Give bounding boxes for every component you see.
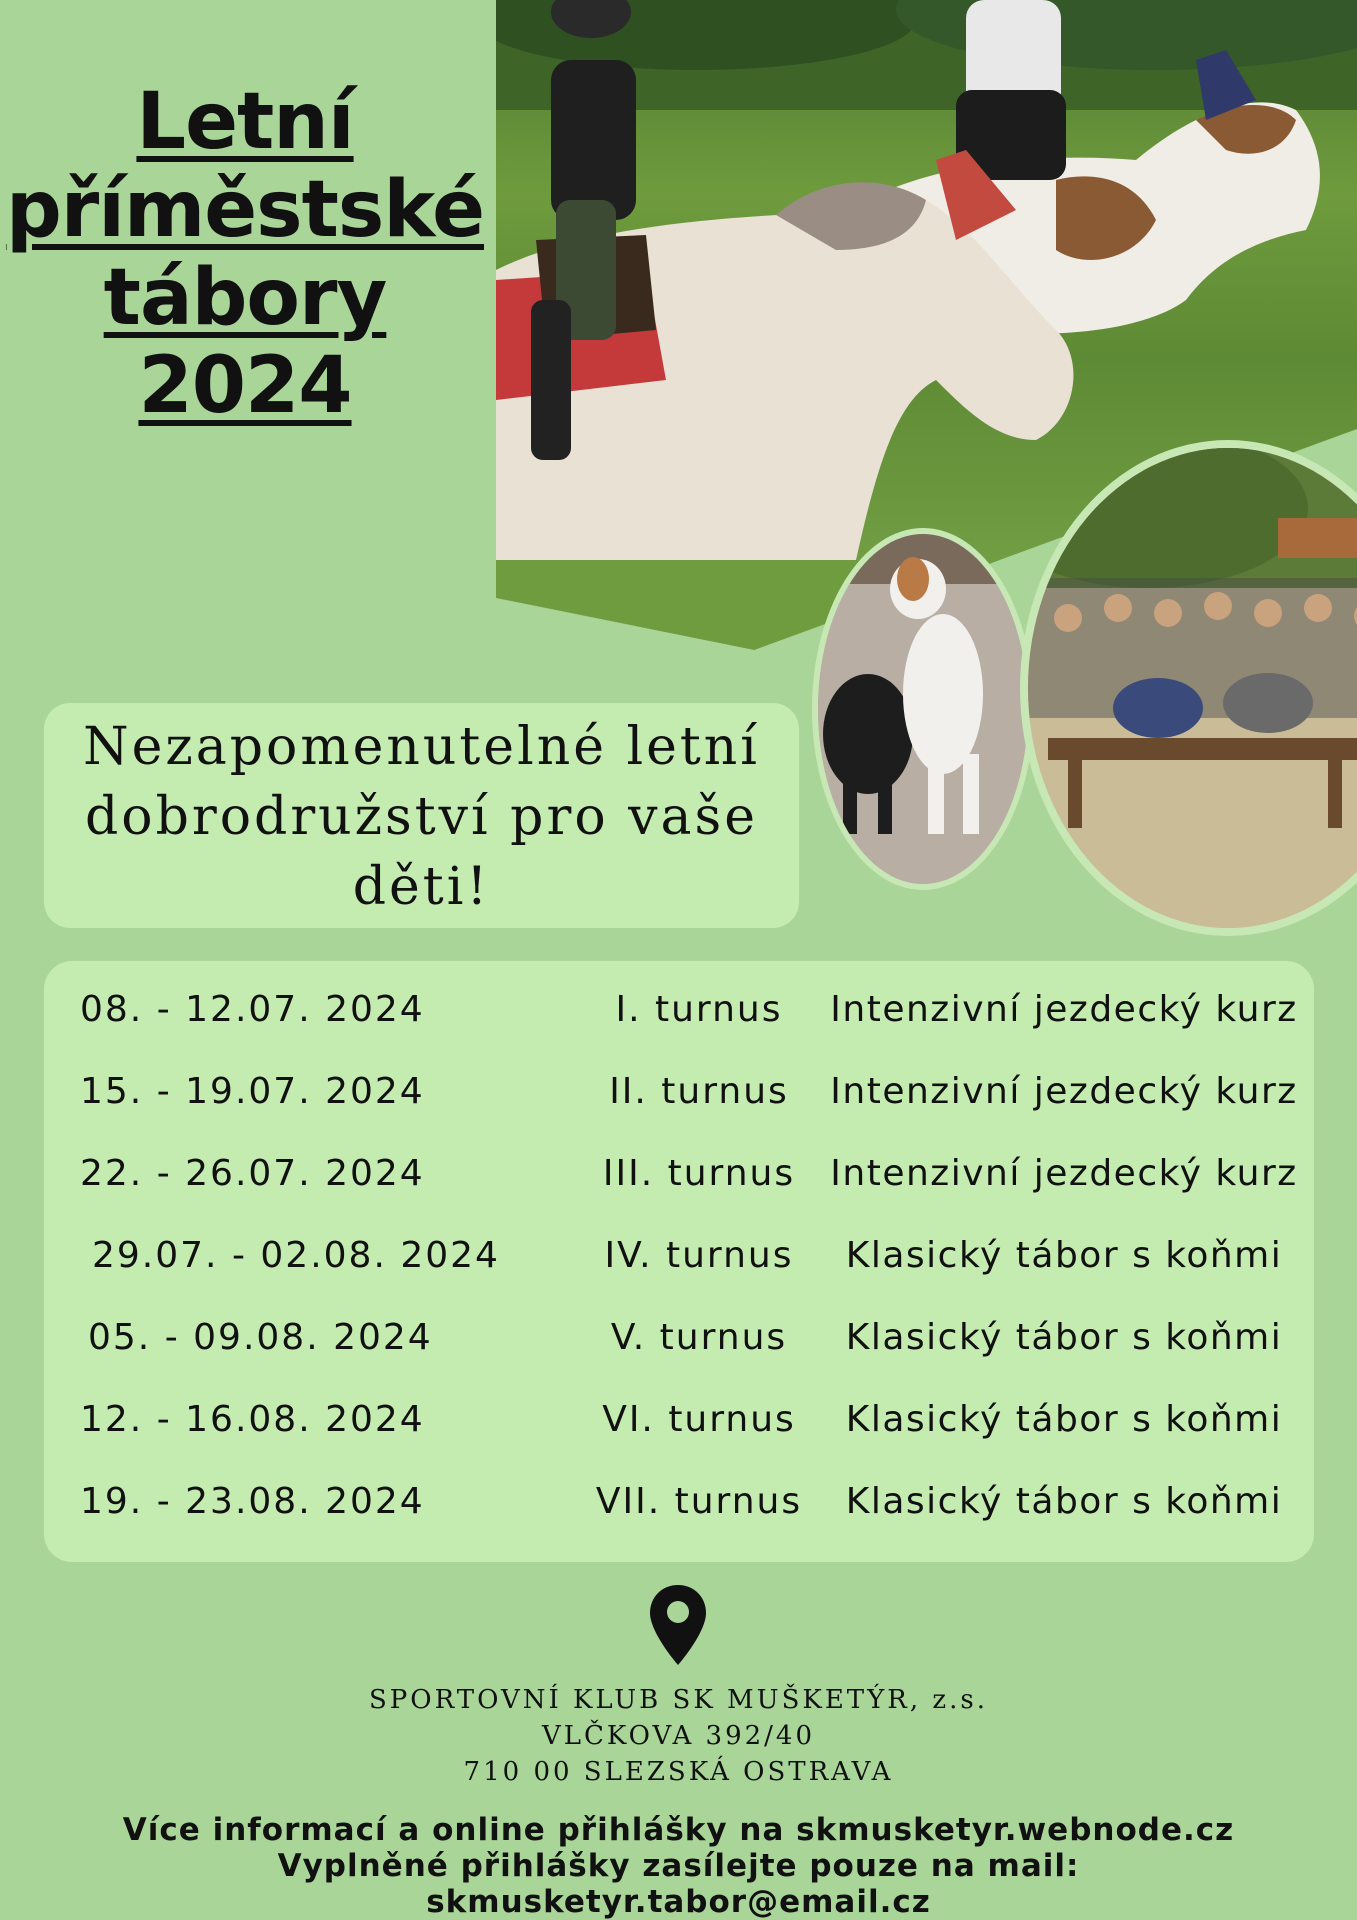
address-club: SPORTOVNÍ KLUB SK MUŠKETÝR, z.s. <box>369 1685 988 1715</box>
title-line-4: 2024 <box>138 341 352 431</box>
schedule-dates: 12. - 16.08. 2024 <box>80 1399 425 1440</box>
schedule-row <box>44 1399 1314 1459</box>
schedule-turnus: VI. turnus <box>602 1399 796 1440</box>
location-pin-icon <box>650 1585 706 1665</box>
info-email: skmusketyr.tabor@email.cz <box>426 1884 931 1920</box>
schedule-row <box>44 1071 1314 1131</box>
schedule-type: Klasický tábor s koňmi <box>845 1317 1283 1358</box>
schedule-row <box>44 1153 1314 1213</box>
tagline-line-2: dobrodružství pro vaše <box>84 787 758 847</box>
dog-and-pig-photo <box>812 528 1034 890</box>
tagline-line-1: Nezapomenutelné letní <box>83 717 760 777</box>
tagline <box>44 712 799 922</box>
schedule-type: Klasický tábor s koňmi <box>845 1235 1283 1276</box>
title-line-1: Letní <box>136 77 354 167</box>
schedule-type: Klasický tábor s koňmi <box>845 1399 1283 1440</box>
address-city: 710 00 SLEZSKÁ OSTRAVA <box>463 1757 894 1787</box>
schedule-dates: 05. - 09.08. 2024 <box>88 1317 433 1358</box>
schedule-turnus: III. turnus <box>602 1153 796 1194</box>
schedule-dates: 29.07. - 02.08. 2024 <box>92 1235 500 1276</box>
page-title <box>0 78 490 430</box>
schedule-turnus: I. turnus <box>615 989 783 1030</box>
schedule-type: Intenzivní jezdecký kurz <box>830 1153 1298 1194</box>
title-line-2: příměstské <box>5 165 485 255</box>
dog-and-pig-illustration <box>818 534 1028 884</box>
schedule-row <box>44 1317 1314 1377</box>
info-website: Více informací a online přihlášky na skmusketyr.webnode.cz <box>122 1812 1235 1848</box>
schedule-type: Klasický tábor s koňmi <box>845 1481 1283 1522</box>
schedule-type: Intenzivní jezdecký kurz <box>830 989 1298 1030</box>
schedule-dates: 19. - 23.08. 2024 <box>80 1481 425 1522</box>
schedule-dates: 15. - 19.07. 2024 <box>80 1071 425 1112</box>
schedule-turnus: IV. turnus <box>604 1235 794 1276</box>
tagline-line-3: děti! <box>352 857 491 917</box>
schedule-row <box>44 1235 1314 1295</box>
schedule-row <box>44 989 1314 1049</box>
schedule-type: Intenzivní jezdecký kurz <box>830 1071 1298 1112</box>
schedule-turnus: II. turnus <box>609 1071 789 1112</box>
info-mail-instruction: Vyplněné přihlášky zasílejte pouze na mail: <box>277 1848 1080 1884</box>
title-line-3: tábory <box>103 253 387 343</box>
children-group-illustration <box>1028 448 1357 928</box>
schedule-dates: 08. - 12.07. 2024 <box>80 989 425 1030</box>
schedule-row <box>44 1481 1314 1541</box>
schedule-table <box>44 961 1314 1562</box>
schedule-turnus: VII. turnus <box>595 1481 803 1522</box>
address-street: VLČKOVA 392/40 <box>541 1721 816 1751</box>
schedule-dates: 22. - 26.07. 2024 <box>80 1153 425 1194</box>
schedule-turnus: V. turnus <box>610 1317 788 1358</box>
